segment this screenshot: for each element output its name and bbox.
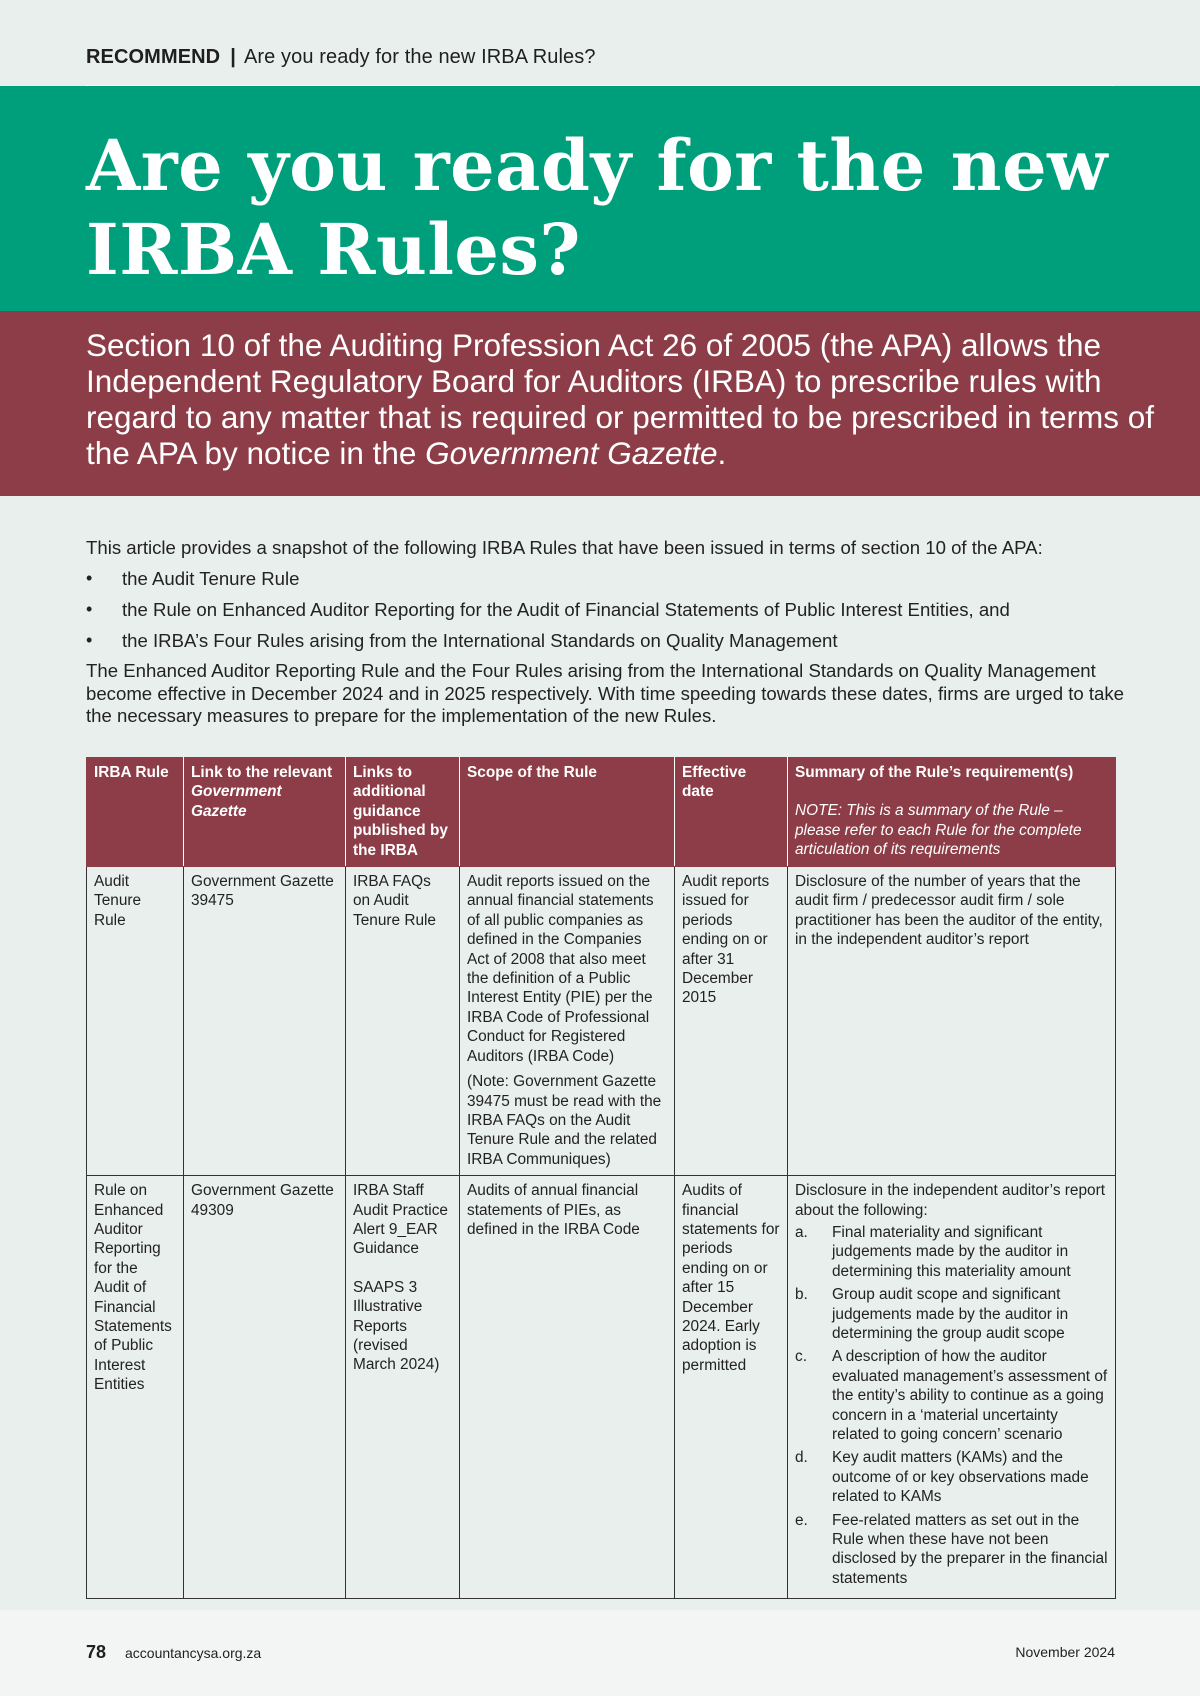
list-item [795,1448,1108,1506]
summary-list [795,1223,1108,1588]
list-text: A description of how the auditor evaluated management’s assessment of the entity’s ability to continue as a going concern in a ‘material uncertainty related to going concern’ scenario [832,1348,1108,1443]
list-text: Final materiality and significant judgements made by the auditor in determining this materiality amount [832,1223,1071,1280]
rules-bullet-list [86,567,1126,652]
cell-gazette: Government Gazette 39475 [184,867,346,1176]
standfirst-text: Section 10 of the Auditing Profession Act 26 of 2005 (the APA) allows the Independent Regulatory Board for Auditors (IRBA) to prescribe rules with regard to any matter that is required or permitted to be prescribed in terms of the APA by notice in the [86,327,1155,471]
header-gazette [184,758,346,867]
footer-date: November 2024 [1015,1644,1115,1660]
list-text: Group audit scope and significant judgements made by the auditor in determining the group audit scope [832,1286,1069,1342]
header-gazette-prefix: Link to the relevant [191,764,333,781]
list-item [795,1347,1108,1444]
cell-scope: Audits of annual financial statements of PIEs, as defined in the IRBA Code [460,1176,675,1599]
standfirst-italic: Government Gazette [425,435,718,471]
header-separator: | [230,46,236,68]
list-item [795,1511,1108,1589]
headline-band [0,86,1200,311]
cell-guidance [346,1176,460,1599]
list-text: Fee-related matters as set out in the Rule when these have not been disclosed by the preparer in the financial statements [832,1511,1108,1587]
standfirst-end: . [717,435,727,471]
standfirst [86,327,1166,471]
list-marker: c. [795,1348,807,1366]
intro-lead: This article provides a snapshot of the following IRBA Rules that have been issued in terms of section 10 of the APA: [86,537,1043,558]
section-name: RECOMMEND [86,46,221,68]
section-label [86,46,596,69]
cell-scope [460,867,675,1176]
header-irba-rule: IRBA Rule [87,758,184,867]
header-gazette-italic: Government Gazette [191,783,282,820]
header-effective-date: Effective date [675,758,788,867]
header-scope: Scope of the Rule [460,758,675,867]
scope-note: (Note: Government Gazette 39475 must be read with the IRBA FAQs on the Audit Tenure Rule and the related IRBA Communiques) [467,1073,662,1168]
list-item [795,1285,1108,1343]
header-summary-title: Summary of the Rule’s requirement(s) [795,764,1074,781]
cell-summary [788,1176,1116,1599]
footer-site-link[interactable]: accountancysa.org.za [125,1645,262,1661]
running-header [0,0,1200,86]
list-item [795,1223,1108,1281]
list-marker: e. [795,1511,808,1529]
cell-rule: Audit Tenure Rule [87,867,184,1176]
list-item: • the Audit Tenure Rule [86,567,1126,590]
list-marker: b. [795,1286,808,1304]
header-summary [788,758,1116,867]
cell-rule: Rule on Enhanced Auditor Reporting for the Audit of Financial Statements of Public Interest Entities [87,1176,184,1599]
guidance-extra: SAAPS 3 Illustrative Reports (revised March 2024) [353,1278,440,1374]
cell-effective-date: Audit reports issued for periods ending on or after 31 December 2015 [675,867,788,1176]
table-row [87,1176,1116,1599]
standfirst-band [0,311,1200,496]
header-subtitle: Are you ready for the new IRBA Rules? [243,46,596,68]
cell-gazette: Government Gazette 49309 [184,1176,346,1599]
list-marker: a. [795,1223,808,1241]
list-item: • the IRBA’s Four Rules arising from the International Standards on Quality Management [86,629,1126,652]
intro-text [86,536,1126,728]
header-summary-note: NOTE: This is a summary of the Rule – please refer to each Rule for the complete articulation of its requirements [795,802,1082,859]
scope-text: Audit reports issued on the annual financial statements of all public companies as defined in the Companies Act of 2008 that also meet the definition of a Public Interest Entity (PIE) per the IRBA Code of Professional Conduct for Registered Auditors (IRBA Code) [467,873,654,1065]
irba-rules-table [86,757,1116,1599]
cell-guidance: IRBA FAQs on Audit Tenure Rule [346,867,460,1176]
list-item: • the Rule on Enhanced Auditor Reporting for the Audit of Financial Statements of Public Interest Entities, and [86,598,1126,621]
header-guidance: Links to additional guidance published by the IRBA [346,758,460,867]
table-row [87,867,1116,1176]
guidance-text: IRBA Staff Audit Practice Alert 9_EAR Guidance [353,1182,448,1258]
summary-lead: Disclosure in the independent auditor’s report about the following: [795,1182,1105,1219]
list-text: Key audit matters (KAMs) and the outcome of or key observations made related to KAMs [832,1449,1089,1506]
cell-summary: Disclosure of the number of years that the audit firm / predecessor audit firm / sole practitioner has been the auditor of the entity, in the independent auditor’s report [788,867,1116,1176]
list-marker: d. [795,1449,808,1467]
page-title: Are you ready for the new IRBA Rules? [86,124,1108,291]
page-number: 78 [86,1642,107,1662]
cell-effective-date: Audits of financial statements for periods ending on or after 15 December 2024. Early adoption is permitted [675,1176,788,1599]
intro-closing: The Enhanced Auditor Reporting Rule and the Four Rules arising from the International Standards on Quality Management become effective in December 2024 and in 2025 respectively. With time speeding towards these dates, firms are urged to take the necessary measures to prepare for the implementation of the new Rules. [86,660,1125,726]
table-header-row [87,758,1116,867]
page-footer [0,1610,1200,1696]
